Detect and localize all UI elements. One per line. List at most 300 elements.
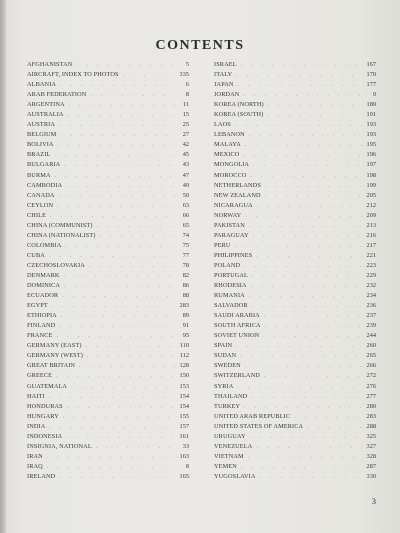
contents-entry [27, 181, 189, 191]
entry-name: DOMINICA [27, 282, 60, 290]
contents-entry [27, 130, 189, 140]
dot-leader [240, 403, 362, 412]
entry-page-number: 325 [366, 432, 376, 440]
dot-leader [232, 71, 362, 80]
contents-entry [27, 351, 189, 361]
contents-entry [27, 100, 189, 110]
dot-leader [239, 151, 362, 160]
entry-name: PERU [214, 241, 231, 249]
entry-page-number: 77 [182, 251, 189, 259]
entry-page-number: 163 [179, 452, 189, 460]
entry-name: UNITED STATES OF AMERICA [214, 422, 304, 430]
entry-page-number: 6 [185, 81, 189, 89]
contents-entry [27, 140, 189, 150]
entry-name: VIETNAM [214, 452, 244, 460]
dot-leader [231, 242, 363, 251]
dot-leader [246, 433, 362, 442]
contents-entry [27, 432, 189, 442]
dot-leader [45, 423, 175, 432]
contents-entry [27, 171, 189, 181]
dot-leader [52, 332, 175, 341]
dot-leader [119, 71, 175, 80]
entry-name: AUSTRIA [27, 121, 55, 129]
entry-name: SPAIN [214, 342, 233, 350]
entry-name: RHODESIA [214, 282, 247, 290]
entry-name: URUGUAY [214, 432, 246, 440]
entry-page-number: 66 [182, 211, 189, 219]
entry-name: KOREA (SOUTH) [214, 111, 264, 119]
entry-page-number: 193 [366, 131, 376, 139]
entry-name: CHILE [27, 211, 47, 219]
dot-leader [237, 61, 362, 70]
contents-entry [27, 211, 189, 221]
entry-page-number: 82 [182, 271, 189, 279]
dot-leader [93, 222, 175, 231]
contents-entry [27, 301, 189, 311]
entry-name: DENMARK [27, 271, 60, 279]
entry-name: SOVIET UNION [214, 332, 260, 340]
entry-name: ECUADOR [27, 292, 59, 300]
entry-name: COLOMBIA [27, 241, 62, 249]
contents-entry [214, 291, 376, 301]
entry-name: YEMEN [214, 462, 237, 470]
entry-name: TURKEY [214, 402, 241, 410]
entry-name: THAILAND [214, 392, 248, 400]
entry-name: ETHIOPIA [27, 312, 57, 320]
dot-leader [46, 212, 175, 221]
entry-page-number: 327 [366, 442, 376, 450]
entry-page-number: 86 [182, 282, 189, 290]
contents-entry [27, 150, 189, 160]
entry-page-number: 89 [182, 312, 189, 320]
dot-leader [75, 362, 175, 371]
entry-page-number: 265 [366, 352, 376, 360]
dot-leader [52, 372, 175, 381]
entry-page-number: 5 [185, 61, 189, 68]
dot-leader [65, 101, 175, 110]
entry-page-number: 283 [179, 302, 189, 310]
dot-leader [55, 322, 175, 331]
entry-page-number: 232 [366, 282, 376, 290]
entry-name: SUDAN [214, 352, 237, 360]
entry-page-number: 65 [182, 221, 189, 229]
dot-leader [55, 121, 175, 130]
entry-name: JORDAN [214, 91, 240, 99]
contents-entry [214, 301, 376, 311]
contents-entry [27, 422, 189, 432]
entry-name: GREECE [27, 372, 53, 380]
dot-leader [237, 463, 362, 472]
entry-page-number: 110 [179, 342, 189, 350]
entry-page-number: 95 [182, 332, 189, 340]
entry-name: FINLAND [27, 322, 56, 330]
entry-name: YUGOSLAVIA [214, 472, 256, 480]
entry-page-number: 161 [179, 432, 189, 440]
dot-leader [245, 292, 362, 301]
dot-leader [56, 131, 175, 140]
entry-page-number: 266 [366, 362, 376, 370]
entry-page-number: 197 [366, 161, 376, 169]
contents-entry [214, 442, 376, 452]
entry-page-number: 287 [366, 462, 376, 470]
entry-name: CEYLON [27, 201, 54, 209]
dot-leader [92, 443, 175, 452]
dot-leader [234, 81, 362, 90]
dot-leader [236, 352, 362, 361]
contents-entry [27, 241, 189, 251]
entry-page-number: 153 [179, 382, 189, 390]
dot-leader [96, 232, 175, 241]
entry-page-number: 260 [366, 342, 376, 350]
entry-page-number: 25 [182, 121, 189, 129]
entry-name: SYRIA [214, 382, 234, 390]
dot-leader [303, 423, 362, 432]
entry-page-number: 335 [179, 71, 189, 79]
entry-page-number: 8 [185, 91, 189, 99]
entry-name: CAMBODIA [27, 181, 63, 189]
dot-leader [232, 342, 362, 351]
dot-leader [239, 91, 362, 100]
entry-name: PHILIPPINES [214, 251, 253, 259]
dot-leader [59, 413, 175, 422]
entry-page-number: 88 [182, 292, 189, 300]
contents-entry [214, 160, 376, 170]
contents-entry [27, 231, 189, 241]
entry-name: GERMANY (EAST) [27, 342, 82, 350]
contents-entry [27, 442, 189, 452]
dot-leader [261, 192, 362, 201]
dot-leader [45, 393, 175, 402]
contents-entry [27, 110, 189, 120]
dot-leader [61, 242, 175, 251]
entry-page-number: 27 [182, 131, 189, 139]
entry-name: ARGENTINA [27, 101, 65, 109]
contents-entry [27, 392, 189, 402]
entry-name: CHINA (COMMUNIST) [27, 221, 93, 229]
dot-leader [60, 161, 175, 170]
contents-entry [27, 462, 189, 472]
contents-entry [214, 371, 376, 381]
entry-page-number: 150 [179, 372, 189, 380]
dot-leader [252, 443, 362, 452]
contents-entry [27, 201, 189, 211]
dot-leader [240, 262, 362, 271]
entry-page-number: 157 [179, 422, 189, 430]
contents-entry [214, 130, 376, 140]
contents-entry [214, 110, 376, 120]
contents-entry [214, 321, 376, 331]
dot-leader [261, 322, 362, 331]
entry-page-number: 170 [366, 71, 376, 79]
entry-page-number: 239 [366, 322, 376, 330]
entry-name: GERMANY (WEST) [27, 352, 83, 360]
dot-leader [245, 222, 362, 231]
dot-leader [50, 151, 175, 160]
entry-page-number: 213 [366, 221, 376, 229]
dot-leader [249, 161, 362, 170]
contents-entry [27, 331, 189, 341]
contents-entry [214, 452, 376, 462]
dot-leader [259, 332, 362, 341]
contents-entry [27, 261, 189, 271]
contents-entry [27, 412, 189, 422]
dot-leader [55, 192, 175, 201]
contents-entry [27, 452, 189, 462]
entry-page-number: 277 [366, 392, 376, 400]
entry-page-number: 9 [372, 91, 376, 99]
entry-page-number: 221 [366, 251, 376, 259]
dot-leader [253, 202, 362, 211]
entry-page-number: 205 [366, 191, 376, 199]
entry-name: MEXICO [214, 151, 240, 159]
dot-leader [249, 232, 362, 241]
entry-name: ARAB FEDERATION [27, 91, 87, 99]
entry-name: SAUDI ARABIA [214, 312, 260, 320]
dot-leader [241, 362, 362, 371]
dot-leader [86, 91, 175, 100]
dot-leader [57, 312, 175, 321]
contents-entry [214, 171, 376, 181]
contents-entry [214, 241, 376, 251]
entry-name: FRANCE [27, 332, 53, 340]
dot-leader [67, 383, 175, 392]
book-spine-shadow [0, 0, 6, 533]
entry-page-number: 330 [366, 472, 376, 480]
page-title: CONTENTS [155, 38, 245, 53]
contents-entry [214, 150, 376, 160]
entry-name: RUMANIA [214, 292, 245, 300]
entry-name: HONDURAS [27, 402, 63, 410]
dot-leader [54, 141, 175, 150]
dot-leader [252, 252, 362, 261]
contents-entry [214, 422, 376, 432]
dot-leader [248, 302, 362, 311]
dot-leader [263, 111, 362, 120]
entry-page-number: 50 [182, 191, 189, 199]
contents-entry [214, 472, 376, 482]
contents-entry [214, 231, 376, 241]
entry-name: POLAND [214, 261, 241, 269]
contents-entry [214, 251, 376, 261]
entry-page-number: 42 [182, 141, 189, 149]
entry-name: SWEDEN [214, 362, 241, 370]
contents-entry [214, 281, 376, 291]
dot-leader [51, 172, 175, 181]
entry-name: INDIA [27, 422, 46, 430]
entry-page-number: 280 [366, 402, 376, 410]
entry-name: NICARAGUA [214, 201, 253, 209]
contents-column-right [214, 60, 376, 482]
entry-page-number: 43 [182, 161, 189, 169]
dot-leader [264, 101, 362, 110]
entry-page-number: 74 [182, 231, 189, 239]
entry-name: ISRAEL [214, 61, 237, 68]
entry-name: CANADA [27, 191, 55, 199]
entry-name: BULGARIA [27, 161, 61, 169]
dot-leader [43, 453, 175, 462]
entry-name: HAITI [27, 392, 45, 400]
contents-entry [27, 291, 189, 301]
dot-leader [60, 272, 175, 281]
dot-leader [72, 61, 175, 70]
entry-name: PARAGUAY [214, 231, 249, 239]
contents-entry [27, 361, 189, 371]
contents-entry [214, 432, 376, 442]
contents-entry [214, 221, 376, 231]
contents-entry [27, 321, 189, 331]
contents-entry [27, 402, 189, 412]
entry-name: NETHERLANDS [214, 181, 261, 189]
entry-page-number: 288 [366, 422, 376, 430]
contents-entry [27, 341, 189, 351]
contents-entry [27, 271, 189, 281]
dot-leader [261, 182, 362, 191]
entry-name: MONGOLIA [214, 161, 250, 169]
entry-name: NEW ZEALAND [214, 191, 261, 199]
contents-entry [214, 462, 376, 472]
dot-leader [55, 473, 175, 482]
contents-entry [27, 221, 189, 231]
entry-name: KOREA (NORTH) [214, 101, 264, 109]
entry-page-number: 128 [179, 362, 189, 370]
dot-leader [43, 463, 175, 472]
entry-name: GREAT BRITAIN [27, 362, 76, 370]
dot-leader [260, 312, 362, 321]
entry-page-number: 217 [366, 241, 376, 249]
entry-page-number: 177 [366, 81, 376, 89]
entry-page-number: 33 [182, 442, 189, 450]
dot-leader [63, 403, 175, 412]
entry-page-number: 75 [182, 241, 189, 249]
contents-entry [27, 311, 189, 321]
entry-page-number: 189 [366, 101, 376, 109]
dot-leader [45, 252, 175, 261]
entry-page-number: 15 [182, 111, 189, 119]
entry-name: HUNGARY [27, 412, 59, 420]
entry-page-number: 229 [366, 271, 376, 279]
contents-entry [214, 181, 376, 191]
dot-leader [248, 272, 362, 281]
entry-name: NORWAY [214, 211, 242, 219]
entry-name: SALVADOR [214, 302, 248, 310]
entry-page-number: 276 [366, 382, 376, 390]
entry-page-number: 328 [366, 452, 376, 460]
contents-entry [214, 412, 376, 422]
entry-page-number: 272 [366, 372, 376, 380]
dot-leader [247, 393, 362, 402]
entry-name: LEBANON [214, 131, 245, 139]
entry-name: CUBA [27, 251, 45, 259]
entry-name: CHINA (NATIONALIST) [27, 231, 96, 239]
dot-leader [64, 111, 175, 120]
contents-entry [27, 191, 189, 201]
entry-page-number: 154 [179, 402, 189, 410]
dot-leader [260, 372, 362, 381]
entry-name: AUSTRALIA [27, 111, 64, 119]
entry-page-number: 155 [179, 412, 189, 420]
entry-page-number: 154 [179, 392, 189, 400]
dot-leader [231, 121, 362, 130]
entry-page-number: 209 [366, 211, 376, 219]
dot-leader [83, 352, 175, 361]
entry-page-number: 283 [366, 412, 376, 420]
entry-name: AFGHANISTAN [27, 61, 73, 68]
contents-entry [27, 70, 189, 80]
entry-name: IRELAND [27, 472, 56, 480]
entry-name: INSIGNIA, NATIONAL [27, 442, 92, 450]
dot-leader [62, 433, 175, 442]
entry-page-number: 223 [366, 261, 376, 269]
entry-page-number: 78 [182, 261, 189, 269]
contents-entry [214, 311, 376, 321]
entry-name: PORTUGAL [214, 271, 249, 279]
entry-page-number: 199 [366, 181, 376, 189]
dot-leader [56, 81, 175, 90]
entry-name: BELGIUM [27, 131, 57, 139]
contents-entry [214, 271, 376, 281]
entry-name: EGYPT [27, 302, 48, 310]
entry-name: INDONESIA [27, 432, 63, 440]
entry-page-number: 234 [366, 292, 376, 300]
entry-name: AIRCRAFT, INDEX TO PHOTOS [27, 71, 119, 79]
contents-entry [27, 251, 189, 261]
dot-leader [255, 473, 362, 482]
entry-name: UNITED ARAB REPUBLIC [214, 412, 291, 420]
entry-name: IRAN [27, 452, 43, 460]
entry-name: BURMA [27, 171, 51, 179]
contents-entry [27, 382, 189, 392]
entry-page-number: 193 [366, 121, 376, 129]
contents-entry [214, 361, 376, 371]
dot-leader [60, 282, 175, 291]
contents-entry [214, 341, 376, 351]
contents-entry [214, 351, 376, 361]
contents-entry [27, 120, 189, 130]
entry-page-number: 196 [366, 151, 376, 159]
entry-page-number: 237 [366, 312, 376, 320]
contents-entry [214, 120, 376, 130]
contents-entry [27, 160, 189, 170]
contents-entry [214, 140, 376, 150]
entry-page-number: 244 [366, 332, 376, 340]
contents-entry [214, 191, 376, 201]
contents-column-left [27, 60, 189, 482]
contents-entry [214, 402, 376, 412]
entry-name: JAPAN [214, 81, 234, 89]
entry-page-number: 212 [366, 201, 376, 209]
dot-leader [62, 182, 175, 191]
entry-name: BRAZIL [27, 151, 51, 159]
contents-entry [214, 100, 376, 110]
entry-name: IRAQ [27, 462, 43, 470]
dot-leader [233, 383, 362, 392]
dot-leader [244, 453, 362, 462]
entry-page-number: 11 [182, 101, 189, 109]
entry-page-number: 167 [366, 61, 376, 68]
entry-name: GUATEMALA [27, 382, 68, 390]
contents-entry [214, 70, 376, 80]
contents-entry [27, 80, 189, 90]
entry-page-number: 112 [179, 352, 189, 360]
entry-page-number: 45 [182, 151, 189, 159]
entry-name: ALBANIA [27, 81, 57, 89]
dot-leader [82, 342, 175, 351]
entry-name: PAKISTAN [214, 221, 245, 229]
entry-page-number: 165 [179, 472, 189, 480]
entry-page-number: 49 [182, 181, 189, 189]
contents-entry [27, 281, 189, 291]
entry-name: VENEZUELA [214, 442, 253, 450]
